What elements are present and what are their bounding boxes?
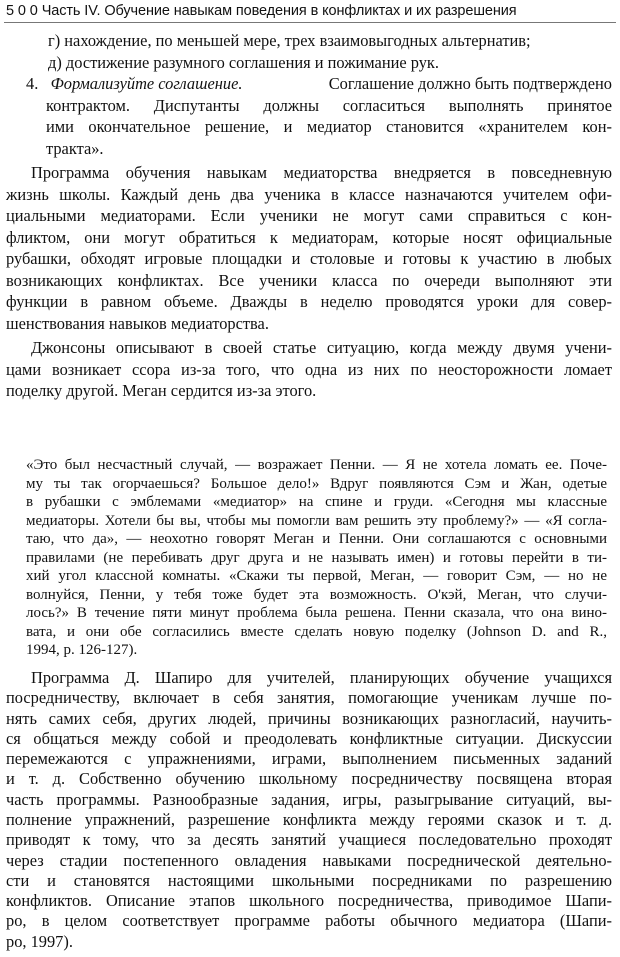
quote-line: му ты так огорчаешься? Большое дело!» Вдруг появляются Сэм и Жан, одетые: [26, 475, 607, 492]
step-4-heading-line: [26, 73, 612, 94]
list-item-g: г) нахождение, по меньшей мере, трех взаимовыгодных альтернатив;: [48, 31, 531, 50]
paragraph-line: полнение упражнений, разрешение конфликта между героями сказок и т. д.: [6, 810, 612, 829]
step-text: Соглашение должно быть подтверждено: [328, 74, 612, 93]
paragraph-line: через стадии постепенного овладения навыками посреднической деятельно-: [6, 850, 612, 870]
step-title: Формализуйте соглашение.: [50, 74, 243, 93]
step-text: тракта».: [46, 138, 104, 158]
quote-line: лось?» В течение пяти минут проблема была решена. Пенни сказала, что она вино-: [26, 605, 607, 621]
paragraph-line: Программа обучения навыкам медиаторства внедряется в повседневную: [31, 163, 612, 182]
paragraph-line: сти и становятся настоящими школьными посредниками по разрешению: [6, 870, 612, 890]
quote-text: «Это был несчастный случай, — возражает Пенни. — Я не хотела ломать ее. Поче-: [26, 457, 607, 473]
quote-line: 1994, p. 126-127).: [26, 642, 138, 658]
page-number: 5 0 0: [6, 3, 38, 19]
list-item-d: д) достижение разумного соглашения и пожимание рук.: [48, 52, 439, 72]
quote-line: волнуйся, Пенни, у тебя тоже будет эта возможность. O'кэй, Меган, что случи-: [26, 586, 607, 603]
quote-line: медиаторы. Хотели бы вы, чтобы мы помогли вам решить эту проблему?» — «Я согла-: [26, 512, 607, 529]
paragraph-line: фликтом, они могут обратиться к медиаторам, которые носят официальные: [6, 227, 612, 247]
paragraph-line: ро, в целом соответствует программе работы обычного медиатора (Шапи-: [6, 911, 612, 931]
paragraph-line: ро, 1997).: [6, 931, 73, 951]
step-text: ими окончательное решение, и медиатор становится «хранителем кон-: [46, 117, 612, 136]
paragraph-line: функции в равном объеме. Дважды в неделю проводятся уроки для совер-: [6, 292, 612, 311]
paragraph-line: конфликтов. Описание этапов школьного посредничества, приводимое Шапи-: [6, 891, 612, 911]
step-text: контрактом. Диспутанты должны согласиться выполнять принятое: [46, 95, 612, 115]
quote-line: таю, что да», — неохотно говорят Меган и Пенни. Они соглашаются с основными: [26, 531, 607, 547]
paragraph-line: циальными медиаторами. Если ученики не могут сами справиться с кон-: [6, 206, 612, 225]
paragraph-line: шенствования навыков медиаторства.: [6, 313, 269, 333]
paragraph-line: нять самих себя, других людей, причины возникающих разногласий, научить-: [6, 708, 612, 728]
paragraph-line: посредничеству, включает в себя занятия, помогающие ученикам лучше по-: [6, 688, 612, 708]
quote-line: правилами (не перебивать друг друга и не называть имен) и готовы перейти в ти-: [26, 549, 607, 566]
running-title: Часть IV. Обучение навыкам поведения в конфликтах и их разрешения: [41, 3, 517, 19]
paragraph-line: ся общаться между собой и преодолевать конфликтные ситуации. Дискуссии: [6, 728, 612, 748]
paragraph-line: жизнь школы. Каждый день два ученика в классе назначаются учителем офи-: [6, 184, 612, 204]
running-header: [6, 2, 614, 20]
paragraph-line: поделку другой. Меган сердится из-за этого.: [6, 381, 317, 400]
quote-line: хий угол классной комнаты. «Скажи ты первой, Меган, — говорит Сэм, — но не: [26, 568, 607, 584]
paragraph-line: и т. д. Собственно обучению школьному посредничеству посвящена вторая: [6, 769, 612, 789]
paragraph-line: часть программы. Разнообразные задания, игры, разыгрывание ситуаций, вы-: [6, 789, 612, 809]
paragraph-line: приводят к тому, что за десять занятий учащиеся последовательно проходят: [6, 830, 612, 850]
paragraph-line: рубашки, обходят игровые площадки и столовые и готовы к участию в любых: [6, 249, 612, 268]
paragraph-line: Джонсоны описывают в своей статье ситуацию, когда между двумя учени-: [31, 338, 612, 357]
quote-line: [26, 456, 607, 474]
paragraph-line: возникающих конфликтах. Все ученики класса по очереди выполняют эти: [6, 270, 612, 290]
paragraph-line: цами возникает ссора из-за того, что одна из них по неосторожности ломает: [6, 359, 612, 379]
paragraph-line: Программа Д. Шапиро для учителей, планирующих обучение учащихся: [31, 668, 612, 687]
quote-line: в рубашки с эмблемами «медиатор» на спине и груди. «Сегодня мы классные: [26, 494, 607, 510]
step-number: 4.: [26, 74, 39, 93]
header-rule: [4, 22, 616, 23]
paragraph-line: перемежаются с упражнениями, играми, выполнением письменных заданий: [6, 749, 612, 769]
quote-line: вата, и они обе согласились вместе сделать новую поделку (Johnson D. and R.,: [26, 623, 607, 640]
